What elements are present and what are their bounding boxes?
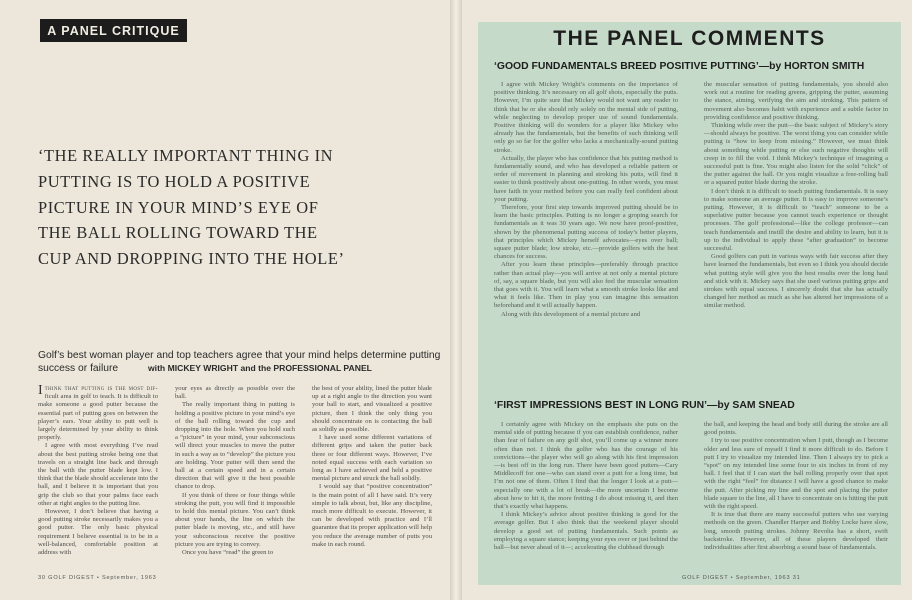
page-folio-right: GOLF DIGEST • September, 1963 31	[682, 575, 801, 581]
paragraph: I try to use positive concentration when I putt, though as I become older and less sure of myself I find it more difficult to do. Before I putt I try to visualize my intended line. Then I always try to pick a “spot” on my intended line some four to six inches in front of my ball. I feel that if I can start the ball rolling properly over that spot with the right “feel” for distance I will have a good chance to make the putt. After picking my line and the spot and placing the putter blade square to the line, all I have to concentrate on is hitting the putt with the right speed.	[704, 437, 888, 511]
dek	[38, 349, 443, 375]
paragraph: Thinking while over the putt—the basic subject of Mickey’s story—should always be positive. The worst thing you can consider while putting is “how to keep from missing.” However, we must think about something while putting or else such negative thoughts will creep in to fill the void. I think Mickey’s technique of imagining a successful putt is fine. You might also listen for the solid “click” of the putter against the ball. Or you might visualize a free-rolling ball or a squared putter blade during the stroke.	[704, 122, 888, 187]
paragraph: Once you have “read” the green to	[182, 549, 274, 557]
headline-line: ‘THE REALLY IMPORTANT THING IN	[38, 146, 334, 165]
article-column-1	[38, 385, 158, 557]
page-gutter	[450, 0, 462, 600]
paragraph: However, I don’t believe that having a good putting stroke necessarily makes you a good putter. The only basic physical requirement I believe essential is to be in a well-balanced, comfortable position at address with	[38, 508, 158, 557]
headline	[38, 143, 438, 272]
sam-snead-column-1	[494, 421, 678, 552]
article-column-3	[312, 385, 432, 549]
paragraph: The really important thing in putting is holding a positive picture in your mind’s eye of the ball rolling toward the cup and dropping into the hole. When you hold such a “picture” in your mind, your subconscious will direct your muscles to move the putter in such a way as to “develop” the picture you are holding. Your putter will then send the ball at a certain speed and in a certain direction that will give it the best possible chance to drop.	[175, 401, 295, 491]
paragraph	[38, 385, 158, 442]
drop-cap: I	[38, 383, 43, 398]
page-folio-left: 30 GOLF DIGEST • September, 1963	[38, 575, 157, 581]
paragraph: I don’t think it is difficult to teach putting fundamentals. It is easy to make someone an average putter. It is easy to improve someone’s putting. However, it is difficult to “teach” someone to be a superlative putter because you cannot teach experience or thought processes. The golf professional—like the college professor—can teach fundamentals and instill the desire and ability to learn, but it is up to the individual to apply these “after graduation” to become successful.	[704, 187, 888, 253]
section-heading-horton-smith: ‘GOOD FUNDAMENTALS BREED POSITIVE PUTTING’—by HORTON SMITH	[494, 61, 865, 72]
paragraph: Along with this development of a mental picture and	[501, 310, 641, 318]
paragraph: Actually, the player who has confidence that his putting method is fundamentally sound, and who has developed a reliable pattern or order of movement in planning and stroking his putts, will find it easier to think positively about one-putting. In other words, you must have faith in your method before you can really feel confident about your putting.	[494, 154, 678, 203]
byline: with MICKEY WRIGHT and the PROFESSIONAL PANEL	[148, 363, 372, 373]
paragraph: I have used some different variations of different grips and taken the putter back three or four different ways. However, I’ve noted equal success with each variation so long as I have achieved and held a positive mental picture and struck the ball solidly.	[312, 434, 432, 483]
horton-smith-column-2	[704, 81, 888, 311]
sam-snead-column-2	[704, 421, 888, 552]
paragraph: I agree with Mickey Wright’s comments on the importance of positive thinking. It’s necessary on all golf shots, especially the putts. However, I’m quite sure that Mickey would not want any reader to think that he or she should rely solely on the mental side of putting, while neglecting to develop proper use of sound fundamentals. Positive thinking will do wonders for a player like Mickey who already has the fundamentals, but the benefits of such thinking will only go so far for the golfer who lacks a mechanically-sound putting stroke.	[494, 81, 678, 154]
paragraph-text: ficult area in golf to teach. It is difficult to make someone a good putter because the essential part of putting goes on between the player’s ears. Your ability to putt well is largely determined by your ability to think properly.	[38, 393, 158, 442]
paragraph: Good golfers can putt in various ways with fair success after they have learned the fundamentals, but even so I think you should decide what putting style will give you the best results over the long haul and stick with it. Mickey says that she used various putting grips and strokes with equal success. I sincerely doubt that she has actually changed her method as much as she has altered her impressions of a similar method.	[704, 253, 888, 310]
paragraph: the muscular sensation of putting fundamentals, you should also work out a routine for reading greens, gripping the putter, assuming the stance, aiming, verifying the aim and stroking. This pattern of movement also becomes habit with experience and a subtle factor in providing confidence and positive thinking.	[704, 81, 888, 121]
section-heading-sam-snead: ‘FIRST IMPRESSIONS BEST IN LONG RUN’—by SAM SNEAD	[494, 400, 795, 411]
article-column-2	[175, 385, 295, 557]
paragraph: It is true that there are many successful putters who use varying methods on the green. Chandler Harper and Bobby Locke have slow, long, smooth putting strokes. Johnny Revolta has a short, swift backstroke. However, all of these players developed their individualities after first absorbing a sound base of fundamentals.	[704, 511, 888, 552]
paragraph: If you think of three or four things while stroking the putt, you will find it impossible to hold this mental picture. You can’t think about your hands, the line on which the putter blade is moving, etc., and still have your subconscious receive the positive picture you are trying to convey.	[175, 491, 295, 548]
paragraph: After you learn these principles—preferably through practice rather than actual play—you will arrive at not only a mental picture of, say, a square blade, but you will also feel the muscular sensation that goes with it. You will learn what a smooth stroke looks like and what it feels like. Then in play you can imagine this sensation beforehand and it will actually happen.	[494, 261, 678, 310]
headline-line: CUP AND DROPPING INTO THE HOLE’	[38, 249, 345, 269]
paragraph: I certainly agree with Mickey on the emphasis she puts on the mental side of putting because if you can establish confidence, rather than fear of failure on any golf shot, you’ll come up a winner more often than not. I think the golfer who has the courage of his convictions—the player who will go along with his first impression—is best off in the long run. There have been good putters—Cary Middlecoff for one—who can stand over a putt for a long time, but I’m not one of them. Often I find that the longer I look at a putt—especially one with a lot of break—the more uncertain I become about how to hit it, the more fretting I do about missing it, and then that’s exactly what happens.	[494, 421, 678, 511]
paragraph: the ball, and keeping the head and body still during the stroke are all good points.	[704, 421, 888, 437]
paragraph: Therefore, your first step towards improved putting should be to learn the basic principles. Putting is no longer a groping search for fundamentals as it was 30 years ago. We now have proof-positive, shown by the phenomenal putting success of today’s better players, that principles which Mickey herself advocates—eyes over ball; square putter blade; low stroke, etc.—provide golfers with the best chances for success.	[494, 204, 678, 261]
paragraph: your eyes as directly as possible over the ball.	[175, 385, 295, 401]
paragraph: the best of your ability, lined the putter blade up at a right angle to the direction you want your ball to start, and visualized a positive picture, then I think the only thing you should concentrate on is contacting the ball as solidly as possible.	[312, 385, 432, 434]
lead-in: think that putting is the most dif-	[44, 385, 158, 392]
paragraph: I think Mickey’s advice about positive thinking is good for the average golfer. But I also think that the weekend player should develop a good set of putting fundamentals. Such points as employing a square stance; keeping your eyes over or just behind the ball—but never ahead of it—; accelerating the clubhead through	[494, 511, 678, 552]
headline-line: PUTTING IS TO HOLD A POSITIVE	[38, 171, 311, 191]
paragraph: I agree with most everything I’ve read about the best putting stroke being one that travels on a straight line back and through the ball with the putter blade kept low. I think that the blade should accelerate into the ball, and I believe it is important that you grip the club so that your palms face each other at right angles to the putting line.	[38, 442, 158, 507]
headline-line: PICTURE IN YOUR MIND’S EYE OF	[38, 197, 319, 217]
dek-text: Golf’s best woman player and top teachers agree that your mind helps determine putting success or failure	[38, 350, 441, 374]
horton-smith-column-1	[494, 81, 678, 319]
paragraph: I would say that “positive concentration” is the main point of all I have said. It’s very simple to talk about, but, like any discipline, much more difficult to execute. However, it can be developed with practice and I’ll guarantee that its proper application will help you reduce the average number of putts you make in each round.	[312, 483, 432, 548]
headline-line: THE BALL ROLLING TOWARD THE	[38, 223, 318, 243]
panel-comments-title: THE PANEL COMMENTS	[553, 27, 826, 50]
section-tag: A PANEL CRITIQUE	[40, 19, 187, 42]
